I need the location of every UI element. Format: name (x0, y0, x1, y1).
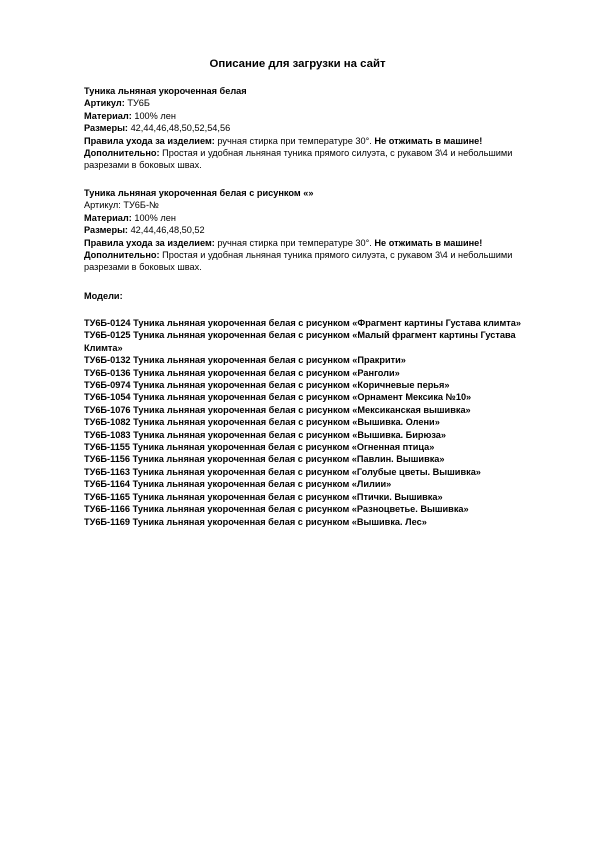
list-item: ТУ6Б-1156 Туника льняная укороченная белая с рисунком «Павлин. Вышивка» (84, 454, 445, 465)
care-label: Правила ухода за изделием: (84, 135, 215, 146)
list-item: ТУ6Б-1169 Туника льняная укороченная белая с рисунком «Вышивка. Лес» (84, 516, 427, 527)
care-value: ручная стирка при температуре 30°. (217, 237, 372, 248)
material-value: 100% лен (134, 212, 176, 223)
extra-label: Дополнительно: (84, 250, 160, 261)
care-line (84, 135, 524, 147)
list-item: ТУ6Б-1076 Туника льняная укороченная белая с рисунком «Мексиканская вышивка» (84, 404, 471, 415)
list-item: ТУ6Б-1083 Туника льняная укороченная белая с рисунком «Вышивка. Бирюза» (84, 429, 447, 440)
extra-line (84, 249, 524, 274)
extra-value: Простая и удобная льняная туника прямого силуэта, с рукавом 3\4 и небольшими разрезами в боковых швах. (84, 250, 513, 273)
models-list (84, 317, 529, 528)
care-value: ручная стирка при температуре 30°. (217, 135, 372, 146)
product-block-1 (84, 85, 524, 172)
page-title: Описание для загрузки на сайт (209, 58, 386, 70)
models-heading: Модели: (84, 291, 123, 301)
material-line (84, 110, 524, 122)
list-item: ТУ6Б-1054 Туника льняная укороченная белая с рисунком «Орнамент Мексика №10» (84, 392, 472, 403)
list-item: ТУ6Б-0125 Туника льняная укороченная белая с рисунком «Малый фрагмент картины Густава Климта» (84, 330, 516, 353)
care-label: Правила ухода за изделием: (84, 237, 215, 248)
sizes-line (84, 122, 524, 134)
sizes-value: 42,44,46,48,50,52 (130, 225, 205, 236)
extra-label: Дополнительно: (84, 148, 160, 159)
extra-value: Простая и удобная льняная туника прямого силуэта, с рукавом 3\4 и небольшими разрезами в боковых швах. (84, 148, 513, 171)
material-line (84, 212, 524, 224)
list-item: ТУ6Б-0132 Туника льняная укороченная белая с рисунком «Пракрити» (84, 355, 406, 366)
list-item: ТУ6Б-1164 Туника льняная укороченная белая с рисунком «Лилии» (84, 479, 392, 490)
care-warning: Не отжимать в машине! (374, 237, 483, 248)
article-label: Артикул: (84, 98, 125, 109)
material-label: Материал: (84, 212, 132, 223)
sizes-label: Размеры: (84, 225, 128, 236)
article-line: Артикул: ТУ6Б-№ (84, 200, 159, 211)
list-item: ТУ6Б-1163 Туника льняная укороченная белая с рисунком «Голубые цветы. Вышивка» (84, 466, 481, 477)
article-line (84, 97, 524, 109)
list-item: ТУ6Б-0974 Туника льняная укороченная белая с рисунком «Коричневые перья» (84, 380, 450, 391)
sizes-label: Размеры: (84, 123, 128, 134)
material-value: 100% лен (134, 110, 176, 121)
list-item: ТУ6Б-1155 Туника льняная укороченная белая с рисунком «Огненная птица» (84, 442, 435, 453)
list-item: ТУ6Б-1082 Туника льняная укороченная белая с рисунком «Вышивка. Олени» (84, 417, 440, 428)
product-name: Туника льняная укороченная белая (84, 86, 247, 96)
care-warning: Не отжимать в машине! (374, 135, 483, 146)
product-name: Туника льняная укороченная белая с рисунком «» (84, 188, 314, 198)
sizes-value: 42,44,46,48,50,52,54,56 (130, 123, 231, 134)
material-label: Материал: (84, 110, 132, 121)
list-item: ТУ6Б-1166 Туника льняная укороченная белая с рисунком «Разноцветье. Вышивка» (84, 504, 469, 515)
article-value: ТУ6Б (127, 98, 150, 109)
sizes-line (84, 224, 524, 236)
list-item: ТУ6Б-0124 Туника льняная укороченная белая с рисунком «Фрагмент картины Густава климта» (84, 318, 521, 328)
product-block-2 (84, 187, 524, 274)
extra-line (84, 147, 524, 172)
list-item: ТУ6Б-0136 Туника льняная укороченная белая с рисунком «Ранголи» (84, 367, 400, 378)
care-line (84, 237, 524, 249)
list-item: ТУ6Б-1165 Туника льняная укороченная белая с рисунком «Птички. Вышивка» (84, 491, 443, 502)
